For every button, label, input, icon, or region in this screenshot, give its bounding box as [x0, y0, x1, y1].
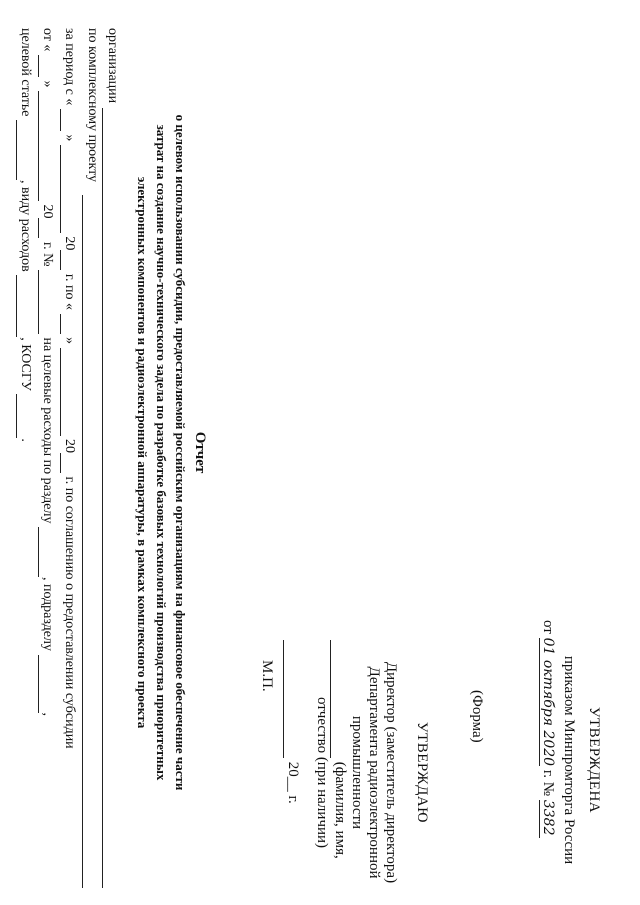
field-agreement-row — [38, 28, 55, 890]
period-to-close: » — [62, 337, 77, 345]
report-subtitle-1: о целевом использовании субсидии, предоставляемой российским организациям на финансовое обеспечение части — [173, 114, 188, 791]
project-fill-line — [82, 195, 83, 888]
field-project-row — [84, 28, 100, 182]
kosgu-label: , КОСГУ — [18, 337, 33, 391]
agreement-day — [38, 55, 55, 77]
approve-line5: отчество (при наличии) — [314, 696, 330, 849]
period-from-month — [60, 145, 77, 233]
agreement-number-blank — [38, 270, 55, 334]
approve-date-row — [283, 640, 301, 905]
approved-year-suffix: г. № — [540, 769, 556, 797]
agreement-number-label: г. № — [40, 241, 55, 267]
report-subtitle-2: затрат на создание научно-технического задела по разработке базовых технологий производства приоритетных — [154, 124, 169, 781]
agreement-section-text: на целевые расходы по разделу — [40, 337, 55, 524]
report-subtitle-3: электронных компонентов и радиоэлектронной аппаратуры, в рамках комплексного проекта — [135, 176, 150, 729]
approve-name-row — [330, 640, 348, 905]
expense-type-blank — [16, 275, 33, 337]
approved-number-handwritten: 3382 — [539, 800, 556, 838]
period-from-year: 20 — [62, 236, 77, 251]
approve-date-blank — [283, 640, 301, 758]
subsection-label: , подразделу — [40, 576, 55, 651]
agreement-date-open: от « — [40, 28, 55, 52]
approve-name-line — [330, 640, 348, 758]
period-to-month — [60, 348, 77, 436]
form-label: (Форма) — [469, 690, 485, 743]
approved-from-prefix: от — [540, 620, 556, 634]
approve-line3: промышленности — [349, 715, 365, 830]
period-to-day — [60, 314, 77, 334]
period-agreement-text: г. по соглашению о предоставлении субсидии — [62, 476, 77, 749]
field-expense-row — [16, 28, 33, 442]
approve-line4: (фамилия, имя, — [332, 761, 348, 859]
org-label: организации — [105, 28, 120, 104]
period-from-day — [60, 109, 77, 131]
approve-stamp: М.П. — [259, 660, 275, 692]
field-organization-row — [104, 28, 120, 888]
approve-title: УТВЕРЖДАЮ — [414, 721, 430, 824]
kosgu-blank — [16, 394, 33, 438]
project-label: по комплексному проекту — [85, 28, 100, 183]
approve-block — [258, 640, 430, 905]
target-article-label: целевой статье — [18, 28, 33, 117]
approved-block — [539, 620, 602, 900]
org-fill-line — [102, 108, 103, 888]
agreement-date-close: » — [40, 80, 55, 88]
approve-line2: Департамента радиоэлектронной — [366, 666, 382, 879]
period-to-year-blank — [60, 453, 77, 473]
period-from-year-blank — [60, 250, 77, 270]
period-from-close: » — [62, 134, 77, 142]
agreement-year: 20 — [40, 204, 55, 219]
approved-title: УТВЕРЖДЕНА — [586, 706, 602, 814]
approved-date-handwritten: 01 октября 2020 — [540, 637, 556, 767]
subsection-blank — [38, 655, 55, 713]
report-title: Отчет — [192, 431, 208, 474]
field-period-row — [60, 28, 77, 890]
approved-order-line: приказом Минпромторга России — [561, 655, 577, 865]
agreement-month — [38, 91, 55, 201]
agreement-row-comma: , — [40, 712, 55, 716]
agreement-year-blank — [38, 218, 55, 238]
expense-type-label: , виду расходов — [18, 179, 33, 272]
approved-date-line — [539, 620, 556, 900]
approve-line1: Директор (заместитель директора) — [383, 661, 399, 884]
approve-date-line: 20__ г. — [285, 761, 301, 804]
target-article-blank — [16, 120, 33, 180]
period-from-open: за период с « — [62, 28, 77, 106]
period-to-open: г. по « — [62, 273, 77, 311]
period-to-year: 20 — [62, 439, 77, 454]
expense-row-period: . — [18, 438, 33, 442]
section-blank — [38, 527, 55, 577]
